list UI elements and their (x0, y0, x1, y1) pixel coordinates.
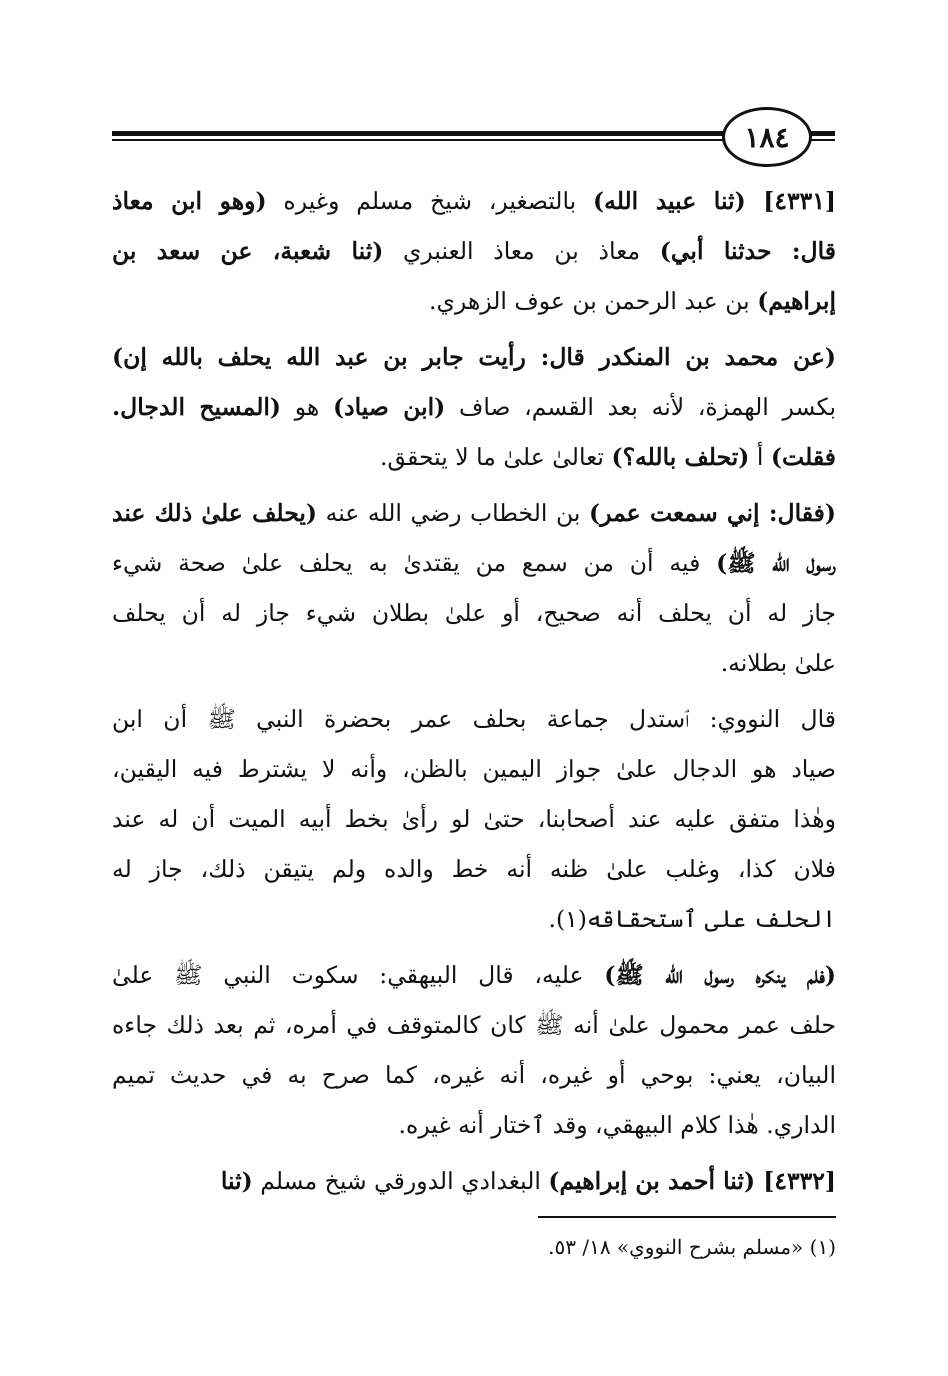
quoted-hadith-text: قال: حدثنا أبي) (659, 237, 836, 265)
quoted-hadith-text: (تحلف بالله؟) (611, 443, 750, 471)
paragraph (112, 694, 836, 944)
text-line (112, 488, 836, 538)
quoted-hadith-text: رسول الله ﷺ) (716, 549, 836, 577)
commentary-span: أ (749, 443, 771, 471)
text-line (112, 638, 836, 688)
text-line (112, 894, 836, 944)
commentary-span: تعالىٰ علىٰ ما لا يتحقق. (380, 443, 612, 471)
quoted-hadith-text: [٤٣٣١] (ثنا عبيد الله) (592, 187, 836, 215)
text-line (112, 588, 836, 638)
text-line (112, 844, 836, 894)
paragraph (112, 1156, 836, 1206)
commentary-span: هو (281, 393, 333, 421)
commentary-span: البيان، يعني: بوحي أو غيره، أنه غيره، كما صرح به في حديث تميم (112, 1061, 836, 1089)
commentary-span: بن الخطاب رضي الله عنه (317, 499, 589, 527)
commentary-span: بن عبد الرحمن بن عوف الزهري. (429, 287, 758, 315)
commentary-span: عليه، قال البيهقي: سكوت النبي ﷺ علىٰ (112, 961, 605, 989)
paragraph (112, 950, 836, 1150)
quoted-hadith-text: (يحلف علىٰ ذلك عند (112, 499, 318, 527)
text-line (112, 1156, 836, 1206)
commentary-span: قال النووي: ٱستدل جماعة بحلف عمر بحضرة النبي ﷺ أن ابن (112, 705, 836, 733)
commentary-span: جاز له أن يحلف أنه صحيح، أو علىٰ بطلان شيء جاز له أن يحلف (112, 599, 836, 627)
commentary-span: الحلف على ٱستحقاقه(١). (548, 905, 836, 933)
commentary-span: بكسر الهمزة، لأنه بعد القسم، صاف (445, 393, 836, 421)
page-number: ١٨٤ (722, 107, 812, 167)
text-line (112, 176, 836, 226)
commentary-span: فلان كذا، وغلب علىٰ ظنه أنه خط والده ولم يتيقن ذلك، جاز له (112, 855, 836, 883)
quoted-hadith-text: (ثنا شعبة، عن سعد بن (112, 237, 384, 265)
paragraph (112, 176, 836, 326)
quoted-hadith-text: [٤٣٣٢] (ثنا أحمد بن إبراهيم) (548, 1167, 836, 1195)
quoted-hadith-text: (فقال: إني سمعت عمر) (588, 499, 836, 527)
text-line (112, 276, 836, 326)
text-line (112, 1000, 836, 1050)
quoted-hadith-text: (المسيح الدجال. (112, 393, 282, 421)
quoted-hadith-text: فقلت) (770, 443, 836, 471)
paragraph (112, 332, 836, 482)
quoted-hadith-text: إبراهيم) (757, 287, 836, 315)
quoted-hadith-text: (فلم ينكره رسول الله ﷺ) (604, 961, 836, 989)
text-line (112, 744, 836, 794)
commentary-span: علىٰ بطلانه. (720, 649, 836, 677)
quoted-hadith-text: (ثنا (220, 1167, 253, 1195)
text-line (112, 432, 836, 482)
text-line (112, 794, 836, 844)
commentary-span: معاذ بن معاذ العنبري (383, 237, 660, 265)
commentary-span: فيه أن من سمع من يقتدىٰ به يحلف علىٰ صحة شيء (112, 549, 717, 577)
quoted-hadith-text: (وهو ابن معاذ (112, 187, 267, 215)
text-line (112, 382, 836, 432)
quoted-hadith-text: (ابن صياد) (332, 393, 446, 421)
text-line (112, 694, 836, 744)
commentary-span: بالتصغير، شيخ مسلم وغيره (266, 187, 593, 215)
text-line (112, 950, 836, 1000)
quoted-hadith-text: (عن محمد بن المنكدر قال: رأيت جابر بن عبد الله يحلف بالله إن) (112, 343, 836, 371)
commentary-span: وهٰذا متفق عليه عند أصحابنا، حتىٰ لو رأىٰ بخط أبيه الميت أن له عند (112, 805, 836, 833)
text-line (112, 332, 836, 382)
commentary-span: صياد هو الدجال علىٰ جواز اليمين بالظن، وأنه لا يشترط فيه اليقين، (112, 755, 836, 783)
footnote-divider (538, 1216, 836, 1218)
footnote: (١) «مسلم بشرح النووي» ١٨/ ٥٣. (548, 1235, 836, 1259)
text-line (112, 1050, 836, 1100)
commentary-span: حلف عمر محمول علىٰ أنه ﷺ كان كالمتوقف في أمره، ثم بعد ذلك جاءه (112, 1011, 836, 1039)
text-line (112, 538, 836, 588)
text-line (112, 226, 836, 276)
text-line (112, 1100, 836, 1150)
paragraph (112, 488, 836, 688)
commentary-text (112, 176, 836, 1212)
commentary-span: الداري. هٰذا كلام البيهقي، وقد ٱختار أنه غيره. (398, 1111, 836, 1139)
commentary-span: البغدادي الدورقي شيخ مسلم (252, 1167, 549, 1195)
